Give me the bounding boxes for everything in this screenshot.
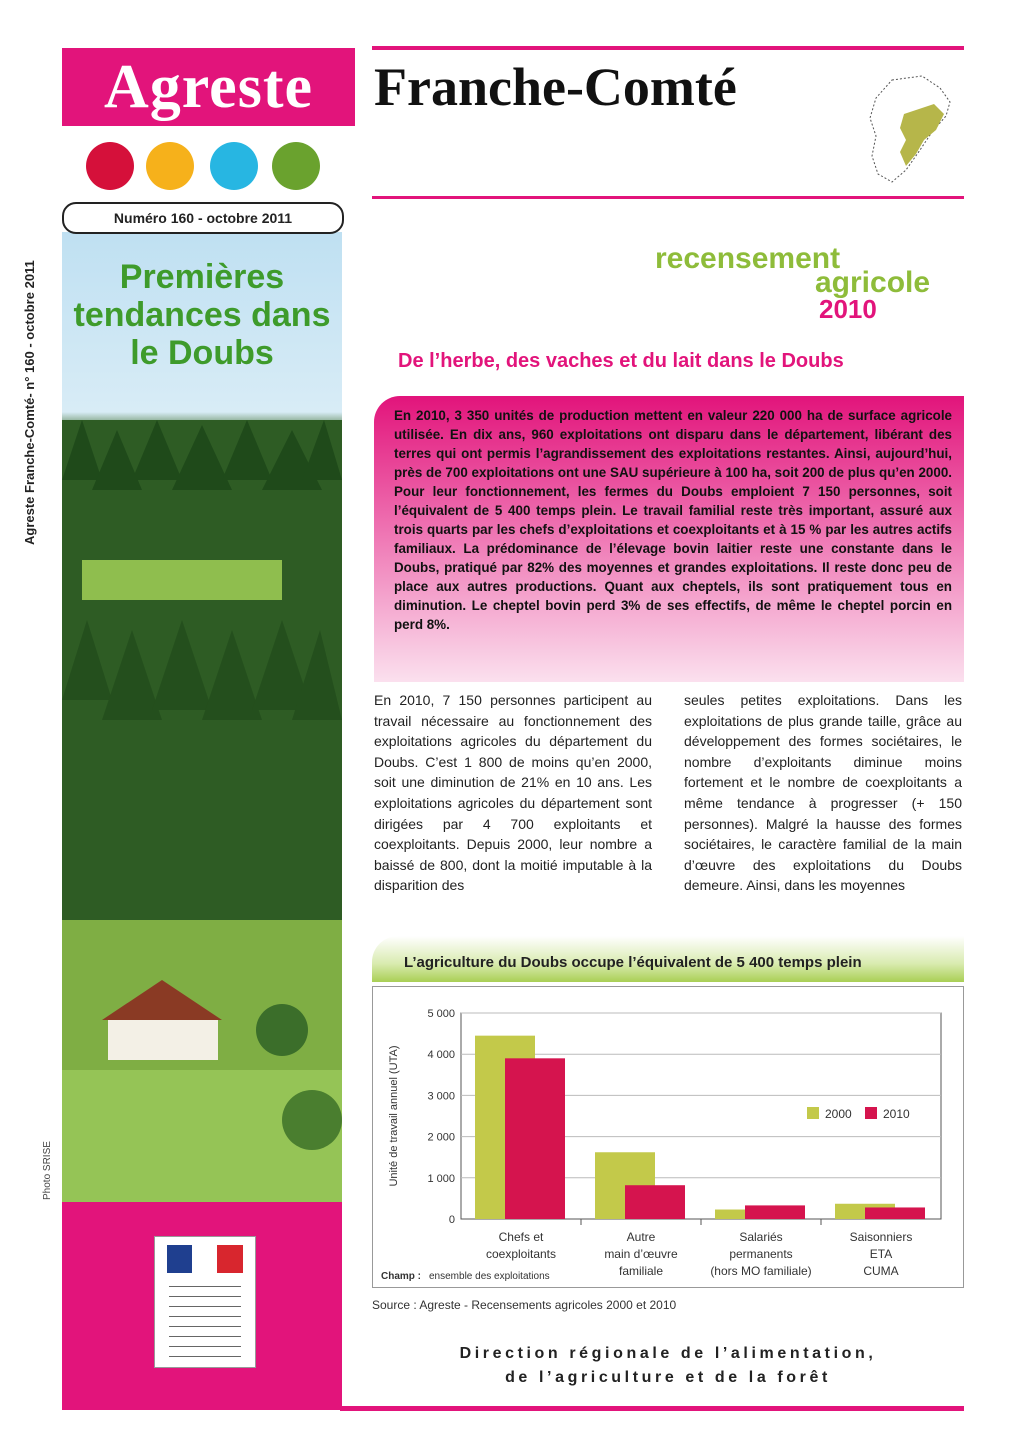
red-dot [86,142,134,190]
legend-label: 2010 [883,1107,910,1121]
chart-note-label: Champ : [381,1271,421,1282]
y-tick-label: 2 000 [427,1131,455,1144]
bottom-rule [340,1406,964,1411]
category-label: Autre [626,1230,656,1244]
category-label: permanents [729,1247,793,1261]
category-label: ETA [869,1247,893,1261]
bar-2010 [505,1058,565,1219]
category-label: CUMA [863,1264,899,1278]
chart-frame [372,986,964,1288]
region-map-icon [862,70,958,190]
vertical-issue-text: Agreste Franche-Comté- n° 160 - octobre 2011 [22,260,37,545]
french-flag-icon [167,1245,243,1273]
header-rule [372,196,964,199]
footer-line-1: Direction régionale de l’alimentation, [459,1345,877,1362]
blue-dot [210,142,258,190]
y-axis-label: Unité de travail annuel (UTA) [388,1045,400,1187]
y-tick-label: 4 000 [427,1049,455,1062]
ministry-text-lines [169,1281,241,1361]
recensement-agricole-logo [655,238,955,320]
bar-2010 [745,1205,805,1219]
chart-note-text: ensemble des exploitations [429,1271,550,1282]
summary-text: En 2010, 3 350 unités de production mettent en valeur 220 000 ha de surface agricole utilisée. En dix ans, 960 exploitations ont disparu dans le département, libérant des terres qui ont permis l’agrandissement des exploitations restantes. Ainsi, aujourd’hui, près de 700 exploitations ont une SAU supérieure à 100 ha, soit 200 de plus qu’en 2000. Pour leur fonctionnement, les fermes du Doubs emploient 7 150 personnes, soit l’équivalent de 5 400 temps plein. Le travail familial reste très important, assuré aux trois quarts par les chefs d’exploitations et coexploitants et à 15 % par les autres actifs familiaux. La prédominance de l’élevage bovin laitier reste une constante dans le Doubs, pratiqué par 82% des moyennes et grandes exploitations. Il reste donc peu de place aux autres productions. Quant aux cheptels, ils sont pratiquement tous en diminution. Le cheptel bovin perd 3% de ses effectifs, de même le cheptel porcin en perd 8%. [394,408,952,632]
body-column-1: En 2010, 7 150 personnes participent au travail nécessaire au fonctionnement des exploitations agricoles du département du Doubs. C’est 1 800 de moins qu’en 2000, soit une diminution de 21% en 10 ans. Les exploitations agricoles du département sont dirigées par 4 700 exploitants et coexploitants. Depuis 2000, leur nombre a baissé de 800, dont la moitié imputable à la disparition des [374,692,652,894]
chart-source: Source : Agreste - Recensements agricoles 2000 et 2010 [372,1298,677,1312]
category-label: main d’œuvre [604,1247,678,1261]
body-column-2: seules petites exploitations. Dans les exploitations de plus grande taille, grâce au développement des formes sociétaires, le nombre d’exploitants diminue moins fortement et le nombre de coexploitants a même tendance à progresser (+ 150 personnes). Malgré la hausse des formes sociétaires, le caractère familial de la main d’œuvre des exploitations du Doubs demeure. Ainsi, dans les moyennes [684,692,962,894]
logo-line1: recensement [655,242,841,275]
bar-2010 [865,1207,925,1219]
landscape-photo [62,420,342,1202]
issue-number: Numéro 160 - octobre 2011 [62,202,344,234]
bar-chart [373,987,963,1287]
ministry-logo [154,1236,256,1368]
category-label: (hors MO familiale) [710,1264,812,1278]
logo-line3: 2010 [819,294,877,320]
category-label: coexploitants [485,1247,557,1261]
photo-credit: Photo SRISE [42,1141,53,1200]
bar-2010 [625,1185,685,1219]
summary-box [374,396,964,682]
category-label: familiale [618,1264,664,1278]
chart-header [372,936,964,982]
top-rule [372,46,964,50]
region-title: Franche-Comté [374,57,737,117]
y-tick-label: 0 [448,1214,455,1226]
green-dot [272,142,320,190]
article-headline: De l’herbe, des vaches et du lait dans le Doubs [398,350,844,372]
category-label: Chefs et [498,1230,544,1244]
legend-swatch [865,1107,877,1119]
logo-line2: agricole [815,266,931,299]
footer-line-2: de l’agriculture et de la forêt [505,1369,831,1386]
legend-swatch [807,1107,819,1119]
category-label: Salariés [739,1230,783,1244]
cover-title: Premières tendances dans le Doubs [73,258,331,372]
y-tick-label: 1 000 [427,1172,455,1185]
orange-dot [146,142,194,190]
legend-label: 2000 [825,1107,852,1121]
y-tick-label: 5 000 [427,1008,455,1020]
category-label: Saisonniers [849,1230,913,1244]
body-columns [374,690,962,896]
y-tick-label: 3 000 [427,1090,455,1103]
brand-logo: Agreste [62,48,355,126]
chart-title: L’agriculture du Doubs occupe l’équivalent de 5 400 temps plein [404,954,862,971]
